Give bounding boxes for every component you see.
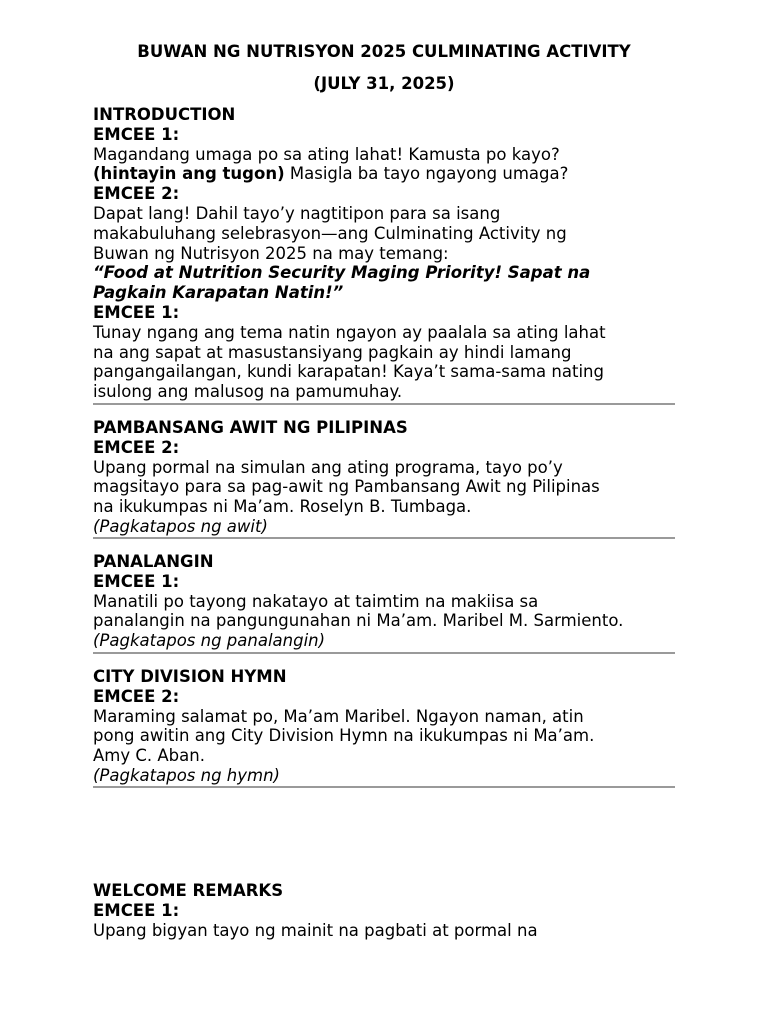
speaker-label: EMCEE 2: xyxy=(93,437,180,457)
theme-line: Pagkain Karapatan Natin!” xyxy=(93,283,344,303)
paragraph-line: panalangin na pangungunahan ni Ma’am. Maribel M. Sarmiento. xyxy=(93,611,624,631)
stage-note: (Pagkatapos ng awit) xyxy=(93,516,268,536)
section-divider xyxy=(93,403,675,405)
paragraph-line: Tunay ngang ang tema natin ngayon ay paalala sa ating lahat xyxy=(93,322,606,342)
stage-note: (Pagkatapos ng hymn) xyxy=(93,765,280,785)
document-title: BUWAN NG NUTRISYON 2025 CULMINATING ACTIVITY xyxy=(137,42,631,61)
paragraph-line: isulong ang malusog na pamumuhay. xyxy=(93,382,403,402)
speaker-label: EMCEE 1: xyxy=(93,900,180,920)
paragraph-line xyxy=(93,164,675,184)
paragraph-line: Maraming salamat po, Ma’am Maribel. Ngayon naman, atin xyxy=(93,706,584,726)
cue-follow-text: Masigla ba tayo ngayong umaga? xyxy=(284,164,569,184)
section-divider xyxy=(93,786,675,788)
paragraph-line: pong awitin ang City Division Hymn na ikukumpas ni Ma’am. xyxy=(93,726,595,746)
section-heading: INTRODUCTION xyxy=(93,105,236,124)
paragraph-line: Dapat lang! Dahil tayo’y nagtitipon para sa isang xyxy=(93,203,501,223)
paragraph-line: Upang bigyan tayo ng mainit na pagbati at pormal na xyxy=(93,920,538,940)
section-heading: PANALANGIN xyxy=(93,552,214,571)
section-hymn xyxy=(93,667,675,786)
section-welcome-remarks xyxy=(93,881,675,940)
paragraph-line: Amy C. Aban. xyxy=(93,746,205,766)
paragraph-line: Manatili po tayong nakatayo at taimtim na makiisa sa xyxy=(93,591,539,611)
speaker-label: EMCEE 1: xyxy=(93,124,180,144)
section-heading: PAMBANSANG AWIT NG PILIPINAS xyxy=(93,418,408,437)
stage-note: (Pagkatapos ng panalangin) xyxy=(93,631,326,651)
section-prayer xyxy=(93,552,675,651)
paragraph-line: Magandang umaga po sa ating lahat! Kamusta po kayo? xyxy=(93,144,560,164)
paragraph-line: na ang sapat at masustansiyang pagkain ay hindi lamang xyxy=(93,342,572,362)
section-heading: WELCOME REMARKS xyxy=(93,881,284,900)
section-introduction xyxy=(93,105,675,402)
paragraph-line: na ikukumpas ni Ma’am. Roselyn B. Tumbaga. xyxy=(93,497,472,517)
paragraph-line: pangangailangan, kundi karapatan! Kaya’t sama-sama nating xyxy=(93,362,604,382)
speaker-label: EMCEE 2: xyxy=(93,184,180,204)
paragraph-line: Buwan ng Nutrisyon 2025 na may temang: xyxy=(93,243,449,263)
paragraph-line: magsitayo para sa pag-awit ng Pambansang Awit ng Pilipinas xyxy=(93,477,600,497)
theme-line: “Food at Nutrition Security Maging Priority! Sapat na xyxy=(93,263,591,283)
speaker-label: EMCEE 2: xyxy=(93,686,180,706)
speaker-label: EMCEE 1: xyxy=(93,302,180,322)
paragraph-line: Upang pormal na simulan ang ating programa, tayo po’y xyxy=(93,457,563,477)
document-date: (JULY 31, 2025) xyxy=(313,74,455,93)
stage-cue: (hintayin ang tugon) xyxy=(93,164,285,184)
section-divider xyxy=(93,652,675,654)
section-heading: CITY DIVISION HYMN xyxy=(93,667,287,686)
section-anthem xyxy=(93,418,675,537)
paragraph-line: makabuluhang selebrasyon—ang Culminating Activity ng xyxy=(93,223,567,243)
speaker-label: EMCEE 1: xyxy=(93,571,180,591)
section-divider xyxy=(93,537,675,539)
